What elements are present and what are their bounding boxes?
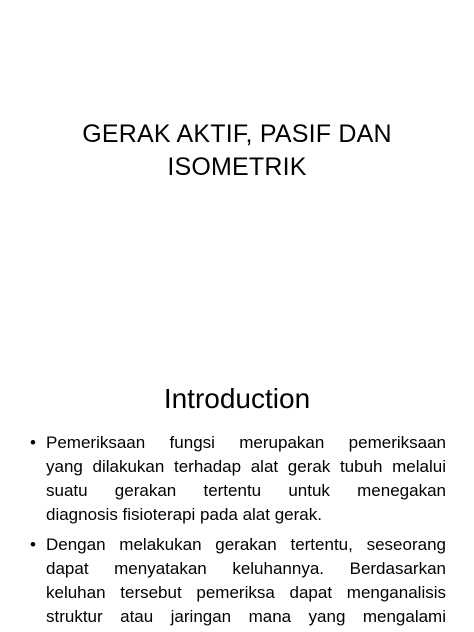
bullet-line: yang dilakukan terhadap alat gerak tubuh melalui — [46, 457, 446, 476]
bullet-line: suatu gerakan tertentu untuk menegakan — [46, 481, 446, 500]
bullet-text — [46, 431, 446, 527]
title-line-2: ISOMETRIK — [167, 153, 307, 181]
bullet-line: Dengan melakukan gerakan tertentu, seseorang — [46, 535, 446, 554]
bullet-dot-icon: • — [30, 535, 36, 554]
bullet-dot-icon: • — [30, 433, 36, 452]
bullet-list — [26, 431, 446, 632]
section-title: Introduction — [163, 383, 311, 414]
bullet-line: struktur atau jaringan mana yang mengalami — [46, 607, 446, 626]
introduction-slide — [0, 355, 474, 632]
bullet-line: Pemeriksaan fungsi merupakan pemeriksaan — [46, 433, 446, 452]
bullet-line: dapat menyatakan keluhannya. Berdasarkan — [46, 559, 446, 578]
bullet-line: diagnosis fisioterapi pada alat gerak. — [46, 505, 322, 524]
bullet-line: keluhan tersebut pemeriksa dapat menganalisis — [46, 583, 446, 602]
title-line-1: GERAK AKTIF, PASIF DAN — [82, 120, 392, 148]
bullet-item-2 — [26, 533, 446, 629]
bullet-text — [46, 533, 446, 629]
slide-title — [40, 118, 434, 184]
bullet-item-1 — [26, 431, 446, 527]
